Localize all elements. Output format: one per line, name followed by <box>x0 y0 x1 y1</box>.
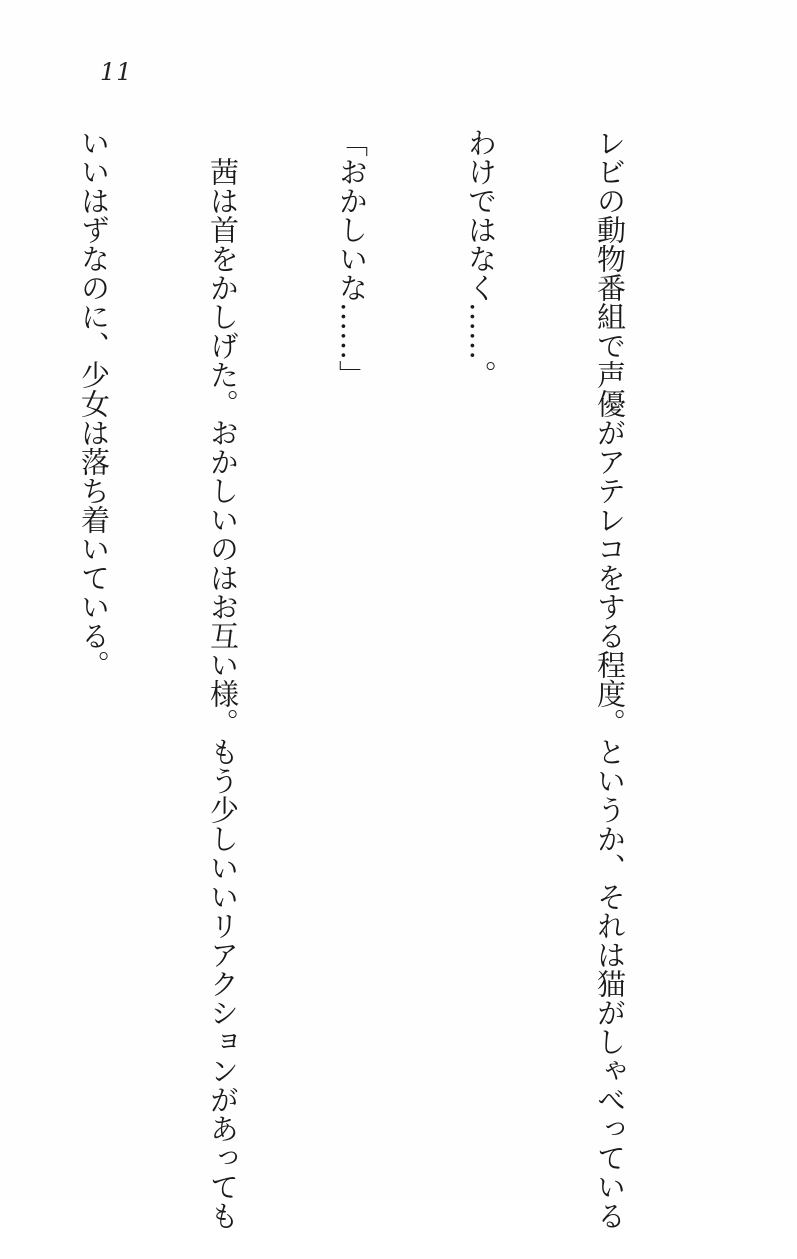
vertical-text-body <box>0 128 717 1230</box>
text-line-4: 茜は首をかしげた。おかしいのはお互い様。もう少しいいリアクションがあっても <box>206 128 240 1230</box>
text-line-2: わけではなく……。 <box>464 128 498 389</box>
page-number: 11 <box>100 58 133 86</box>
text-line-3: 「おかしいな……」 <box>335 128 369 389</box>
text-line-5: いいはずなのに、少女は落ち着いている。 <box>77 128 111 679</box>
text-line-1: レビの動物番組で声優がアテレコをする程度。というか、それは猫がしゃべっている <box>593 128 627 1230</box>
